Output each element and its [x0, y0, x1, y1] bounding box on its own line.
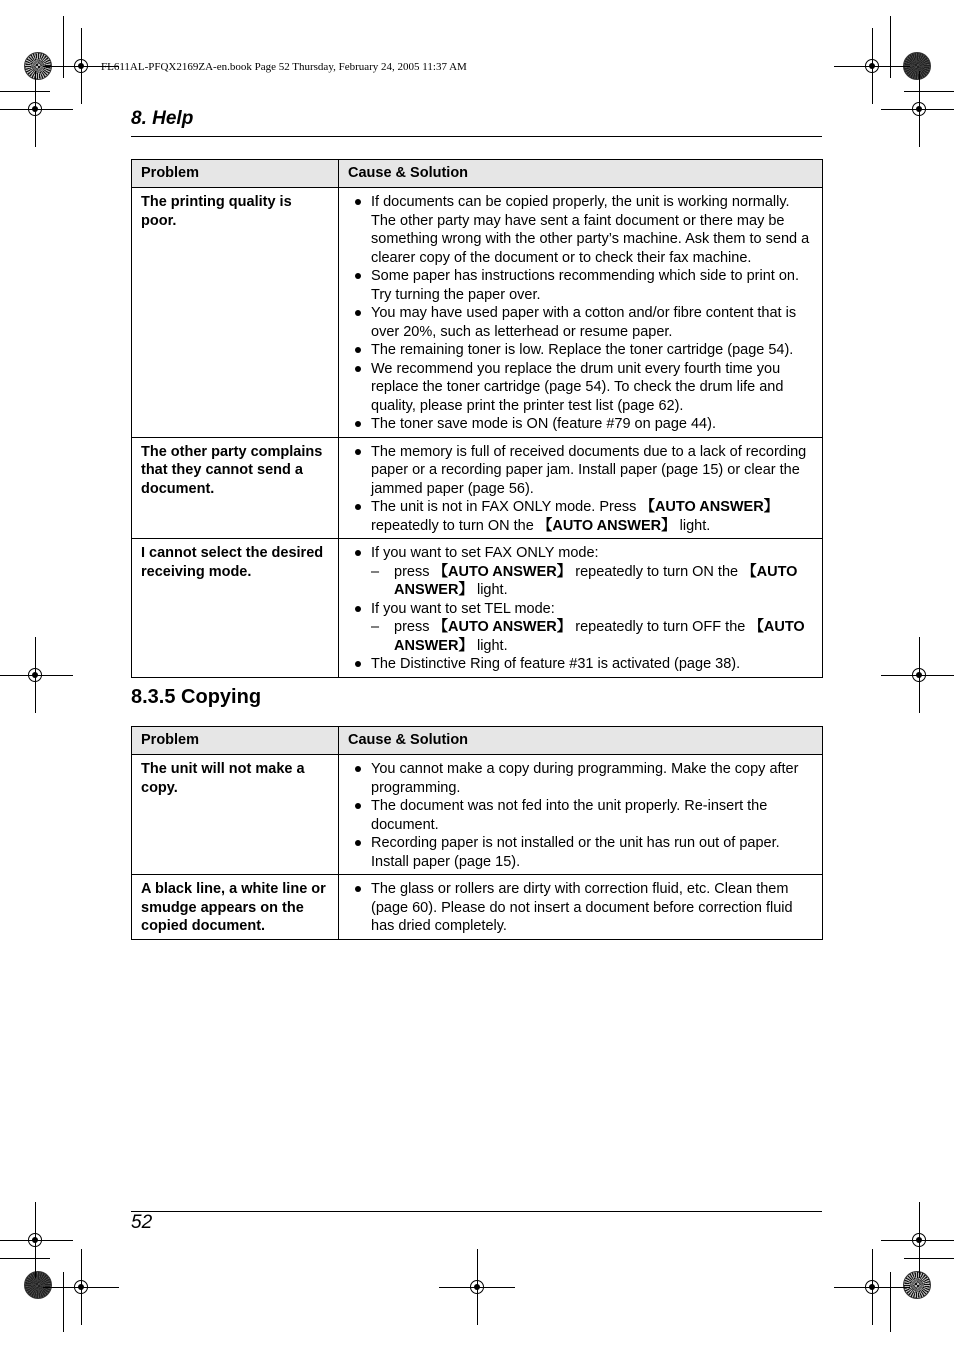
- table-row: [132, 755, 823, 875]
- solution-text: light.: [472, 637, 508, 654]
- auto-answer-key: 【AUTO ANSWER】: [537, 517, 676, 534]
- table-header-row: [132, 727, 823, 755]
- sub-step: [371, 563, 813, 600]
- solution-item: The glass or rollers are dirty with correction fluid, etc. Clean them (page 60). Please do not insert a document before correction fluid has dried completely.: [348, 880, 813, 936]
- auto-answer-key: 【AUTO ANSWER】: [394, 563, 798, 598]
- solution-item: The Distinctive Ring of feature #31 is activated (page 38).: [348, 655, 813, 674]
- solution-cell: [339, 188, 823, 438]
- problem-cell: The printing quality is poor.: [132, 188, 339, 438]
- table-row: [132, 539, 823, 678]
- solution-text: repeatedly to turn OFF the: [571, 619, 750, 635]
- crop-line: [63, 1272, 64, 1332]
- solution-item: You may have used paper with a cotton and/or fibre content that is over 20%, such as letterhead or resume paper.: [348, 304, 813, 341]
- solution-cell: [339, 539, 823, 678]
- troubleshooting-table: [131, 159, 823, 678]
- solution-cell: [339, 875, 823, 940]
- table-header-row: [132, 160, 823, 188]
- crop-line: [0, 1258, 50, 1259]
- dash-marker: –: [371, 563, 380, 580]
- color-registration-rosette: [903, 1271, 931, 1299]
- solution-text: press: [394, 619, 434, 635]
- solution-text: light.: [675, 517, 711, 534]
- solution-text: If you want to set TEL mode:: [371, 600, 555, 617]
- solution-item: Recording paper is not installed or the unit has run out of paper. Install paper (page 15).: [348, 834, 813, 871]
- crop-line: [890, 1272, 891, 1332]
- auto-answer-key: 【AUTO ANSWER】: [433, 619, 572, 635]
- dash-marker: –: [371, 619, 380, 635]
- column-header-problem: Problem: [132, 727, 339, 755]
- solution-item: [348, 600, 813, 656]
- solution-item: We recommend you replace the drum unit every fourth time you replace the toner cartridge (page 54). To check the drum life and quality, please print the printer test list (page 62).: [348, 360, 813, 416]
- column-header-problem: Problem: [132, 160, 339, 188]
- crop-line: [0, 91, 50, 92]
- problem-cell: A black line, a white line or smudge appears on the copied document.: [132, 875, 339, 940]
- solution-cell: [339, 755, 823, 875]
- column-header-solution: Cause & Solution: [339, 160, 823, 188]
- column-header-solution: Cause & Solution: [339, 727, 823, 755]
- solution-text: The unit is not in FAX ONLY mode. Press: [371, 499, 641, 515]
- solution-text: repeatedly to turn ON the: [571, 563, 743, 580]
- solution-item: Some paper has instructions recommending which side to print on. Try turning the paper over.: [348, 267, 813, 304]
- subsection-heading: 8.3.5 Copying: [131, 686, 262, 708]
- problem-cell: I cannot select the desired receiving mode.: [132, 539, 339, 678]
- solution-item: The memory is full of received documents due to a lack of recording paper or a recording paper jam. Install paper (page 15) or clear the jammed paper (page 56).: [348, 443, 813, 499]
- auto-answer-key: 【AUTO ANSWER】: [433, 563, 572, 580]
- solution-item: The toner save mode is ON (feature #79 on page 44).: [348, 415, 813, 434]
- table-row: [132, 875, 823, 940]
- crop-line: [63, 16, 64, 78]
- table-row: [132, 188, 823, 438]
- solution-text: light.: [472, 582, 508, 598]
- solution-text: press: [394, 563, 434, 580]
- crop-line: [890, 16, 891, 78]
- header-rule: [131, 136, 822, 137]
- crop-line: [904, 1258, 954, 1259]
- solution-item: The document was not fed into the unit properly. Re-insert the document.: [348, 797, 813, 834]
- solution-item: You cannot make a copy during programming. Make the copy after programming.: [348, 760, 813, 797]
- solution-item: [348, 544, 813, 600]
- copying-troubleshooting-table: [131, 726, 823, 940]
- sub-step: [371, 618, 813, 655]
- problem-cell: The unit will not make a copy.: [132, 755, 339, 875]
- color-registration-rosette: [24, 1271, 52, 1299]
- solution-text: If you want to set FAX ONLY mode:: [371, 545, 599, 561]
- solution-cell: [339, 437, 823, 539]
- crop-line: [904, 91, 954, 92]
- section-heading: 8. Help: [131, 108, 194, 129]
- footer-rule: [131, 1211, 822, 1212]
- table-row: [132, 437, 823, 539]
- book-info-slug: FL611AL-PFQX2169ZA-en.book Page 52 Thursday, February 24, 2005 11:37 AM: [101, 61, 467, 73]
- problem-cell: The other party complains that they cannot send a document.: [132, 437, 339, 539]
- solution-item: [348, 498, 813, 535]
- solution-item: The remaining toner is low. Replace the toner cartridge (page 54).: [348, 341, 813, 360]
- auto-answer-key: 【AUTO ANSWER】: [640, 499, 779, 515]
- page-number: 52: [131, 1212, 153, 1233]
- auto-answer-key: 【AUTO ANSWER】: [394, 619, 805, 654]
- solution-item: If documents can be copied properly, the unit is working normally. The other party may have sent a faint document or there may be something wrong with the other party’s machine. Ask them to send a clearer copy of the document or to check their fax machine.: [348, 193, 813, 267]
- solution-text: repeatedly to turn ON the: [371, 517, 538, 534]
